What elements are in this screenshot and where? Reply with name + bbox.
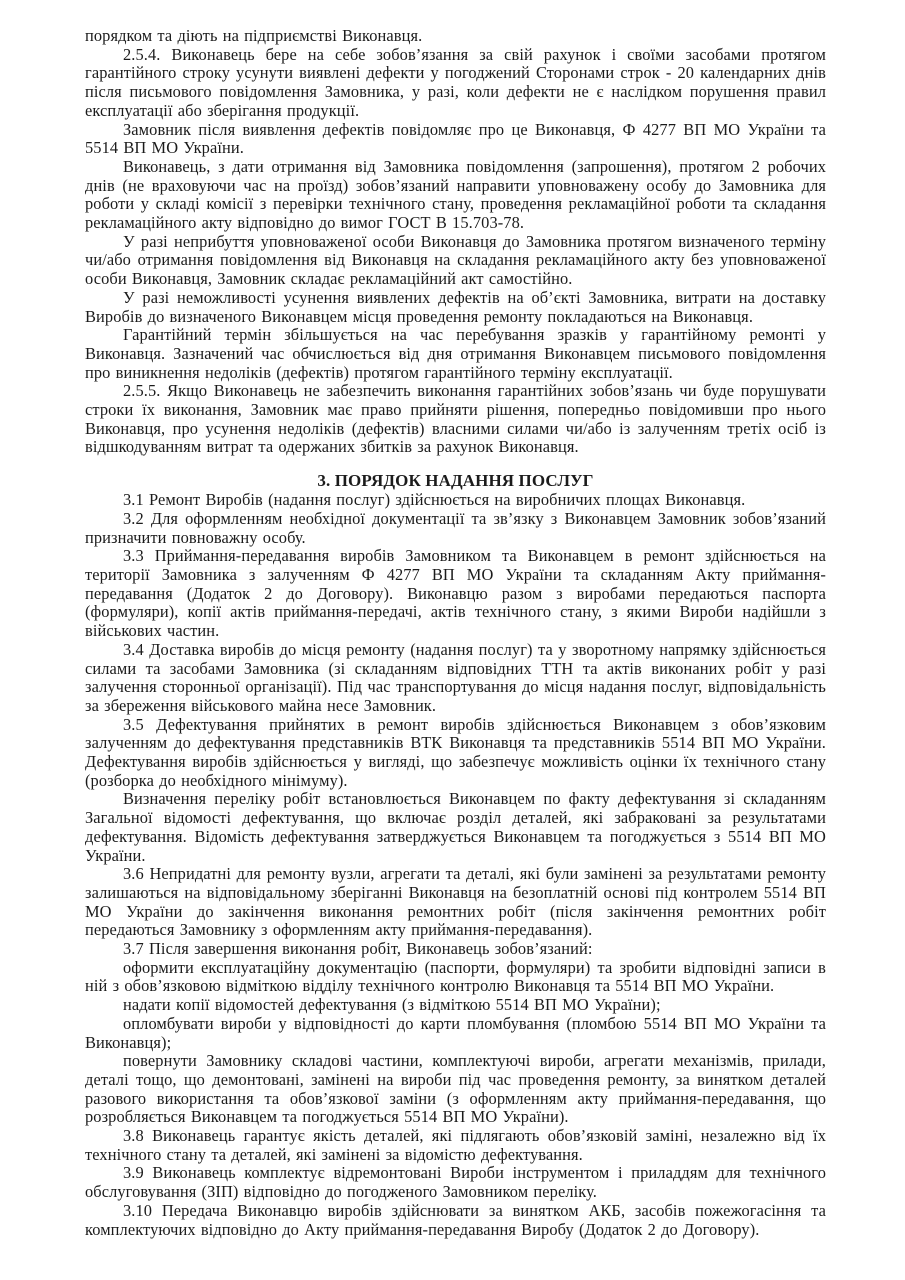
paragraph: 3.7 Після завершення виконання робіт, Виконавець зобов’язаний: (123, 939, 593, 959)
document-text-block (85, 27, 826, 1239)
paragraph: 3.6 Непридатні для ремонту вузли, агрегати та деталі, які були замінені за результатами ремонту залишаються на відповідальному зберіганні Виконавця на безоплатній основі під контролем 5514 ВП МО України до закінчення виконання ремонтних робіт (після закінчення ремонтних робіт передаються Замовнику з оформленням акту приймання-передавання). (85, 864, 826, 940)
paragraph: надати копії відомостей дефектування (з відміткою 5514 ВП МО України); (123, 995, 661, 1015)
paragraph: 3.9 Виконавець комплектує відремонтовані Вироби інструментом і приладдям для технічного обслуговування (ЗІП) відповідно до погодженого Замовником переліку. (85, 1163, 826, 1202)
paragraph: 3.10 Передача Виконавцю виробів здійснювати за винятком АКБ, засобів пожежогасіння та комплектуючих відповідно до Акту приймання-передавання Виробу (Додаток 2 до Договору). (85, 1200, 826, 1239)
paragraph: Визначення переліку робіт встановлюється Виконавцем по факту дефектування зі складанням Загальної відомості дефектування, що включає розділ деталей, які забраковані за результатами дефектування. Відомість дефектування затверджується Виконавцем та погоджується з 5514 ВП МО України. (85, 789, 826, 865)
paragraph: 3.1 Ремонт Виробів (надання послуг) здійснюється на виробничих площах Виконавця. (123, 490, 746, 510)
paragraph: У разі неможливості усунення виявлених дефектів на об’єкті Замовника, витрати на доставку Виробів до визначеного Виконавцем місця проведення ремонту покладаються на Виконавця. (85, 287, 826, 326)
paragraph: 2.5.5. Якщо Виконавець не забезпечить виконання гарантійних зобов’язань чи буде порушувати строки їх виконання, Замовник має право прийняти рішення, попередньо повідомивши про нього Виконавця, про усунення недоліків (дефектів) власними силами чи/або із залученням третіх осіб із відшкодуванням витрат та одержаних збитків за рахунок Виконавця. (85, 381, 826, 457)
paragraph: 2.5.4. Виконавець бере на себе зобов’язання за свій рахунок і своїми засобами протягом гарантійного строку усунути виявлені дефекти у погоджений Сторонами строк - 20 календарних днів після письмового повідомлення Замовника, у разі, коли дефекти не є наслідком порушення правил експлуатації або зберігання продукції. (85, 44, 826, 120)
paragraph: 3.2 Для оформленням необхідної документації та зв’язку з Виконавцем Замовник зобов’язаний призначити повноважну особу. (85, 508, 826, 547)
paragraph: 3.8 Виконавець гарантує якість деталей, які підлягають обов’язковій заміні, незалежно від їх технічного стану та деталей, які замінені за відомістю дефектування. (85, 1126, 826, 1164)
paragraph: Виконавець, з дати отримання від Замовника повідомлення (запрошення), протягом 2 робочих днів (не враховуючи час на проїзд) зобов’язаний направити уповноважену особу до Замовника для роботи у складі комісії з перевірки технічного стану, проведення рекламаційної роботи та складання рекламаційного акту відповідно до вимог ГОСТ В 15.703-78. (85, 156, 826, 233)
paragraph: повернути Замовнику складові частини, комплектуючі вироби, агрегати механізмів, прилади, деталі тощо, що демонтовані, замінені на вироби під час проведення ремонту, за винятком деталей разового використання та обов’язкової заміни (з оформленням акту приймання-передавання, що розробляється Виконавцем та погоджується 5514 ВП МО України). (85, 1051, 826, 1127)
paragraph: оформити експлуатаційну документацію (паспорти, формуляри) та зробити відповідні записи в ній з обов’язковою відміткою відділу технічного контролю Виконавця та 5514 ВП МО України. (85, 957, 826, 996)
paragraph: 3.4 Доставка виробів до місця ремонту (надання послуг) та у зворотному напрямку здійснюється силами та засобами Замовника (зі складанням відповідних ТТН та актів виконаних робіт у разі залучення сторонньої організації). Під час транспортування до місця надання послуг, відповідальність за збереження військового майна несе Замовник. (85, 639, 826, 715)
paragraph: 3.5 Дефектування прийнятих в ремонт виробів здійснюється Виконавцем з обов’язковим залученням до дефектування представників ВТК Виконавця та представників 5514 ВП МО України. Дефектування виробів здійснюється у вигляді, що забезпечує можливість оцінки їх технічного стану (розборка до необхідного мінімуму). (85, 714, 826, 790)
paragraph: порядком та діють на підприємстві Виконавця. (85, 26, 423, 45)
paragraph: Замовник після виявлення дефектів повідомляє про це Виконавця, Ф 4277 ВП МО України та 5514 ВП МО України. (85, 119, 826, 158)
section-heading: 3. ПОРЯДОК НАДАННЯ ПОСЛУГ (317, 471, 594, 491)
paragraph: У разі неприбуття уповноваженої особи Виконавця до Замовника протягом визначеного терміну чи/або отримання повідомлення від Виконавця на складання рекламаційного акту без уповноваженої особи Виконавця, Замовник складає рекламаційний акт самостійно. (85, 231, 826, 289)
paragraph: Гарантійний термін збільшується на час перебування зразків у гарантійному ремонті у Виконавця. Зазначений час обчислюється від дня отримання Виконавцем письмового повідомлення про виникнення недоліків (дефектів) протягом гарантійного терміну експлуатації. (85, 325, 826, 382)
paragraph: 3.3 Приймання-передавання виробів Замовником та Виконавцем в ремонт здійснюється на території Замовника з залученням Ф 4277 ВП МО України та складанням Акту приймання-передавання (Додаток 2 до Договору). Виконавцю разом з виробами передаються паспорта (формуляри), копії актів приймання-передачі, актів технічного стану, з якими Вироби надійшли з військових частин. (85, 546, 826, 641)
paragraph: опломбувати вироби у відповідності до карти пломбування (пломбою 5514 ВП МО України та Виконавця); (85, 1013, 826, 1052)
